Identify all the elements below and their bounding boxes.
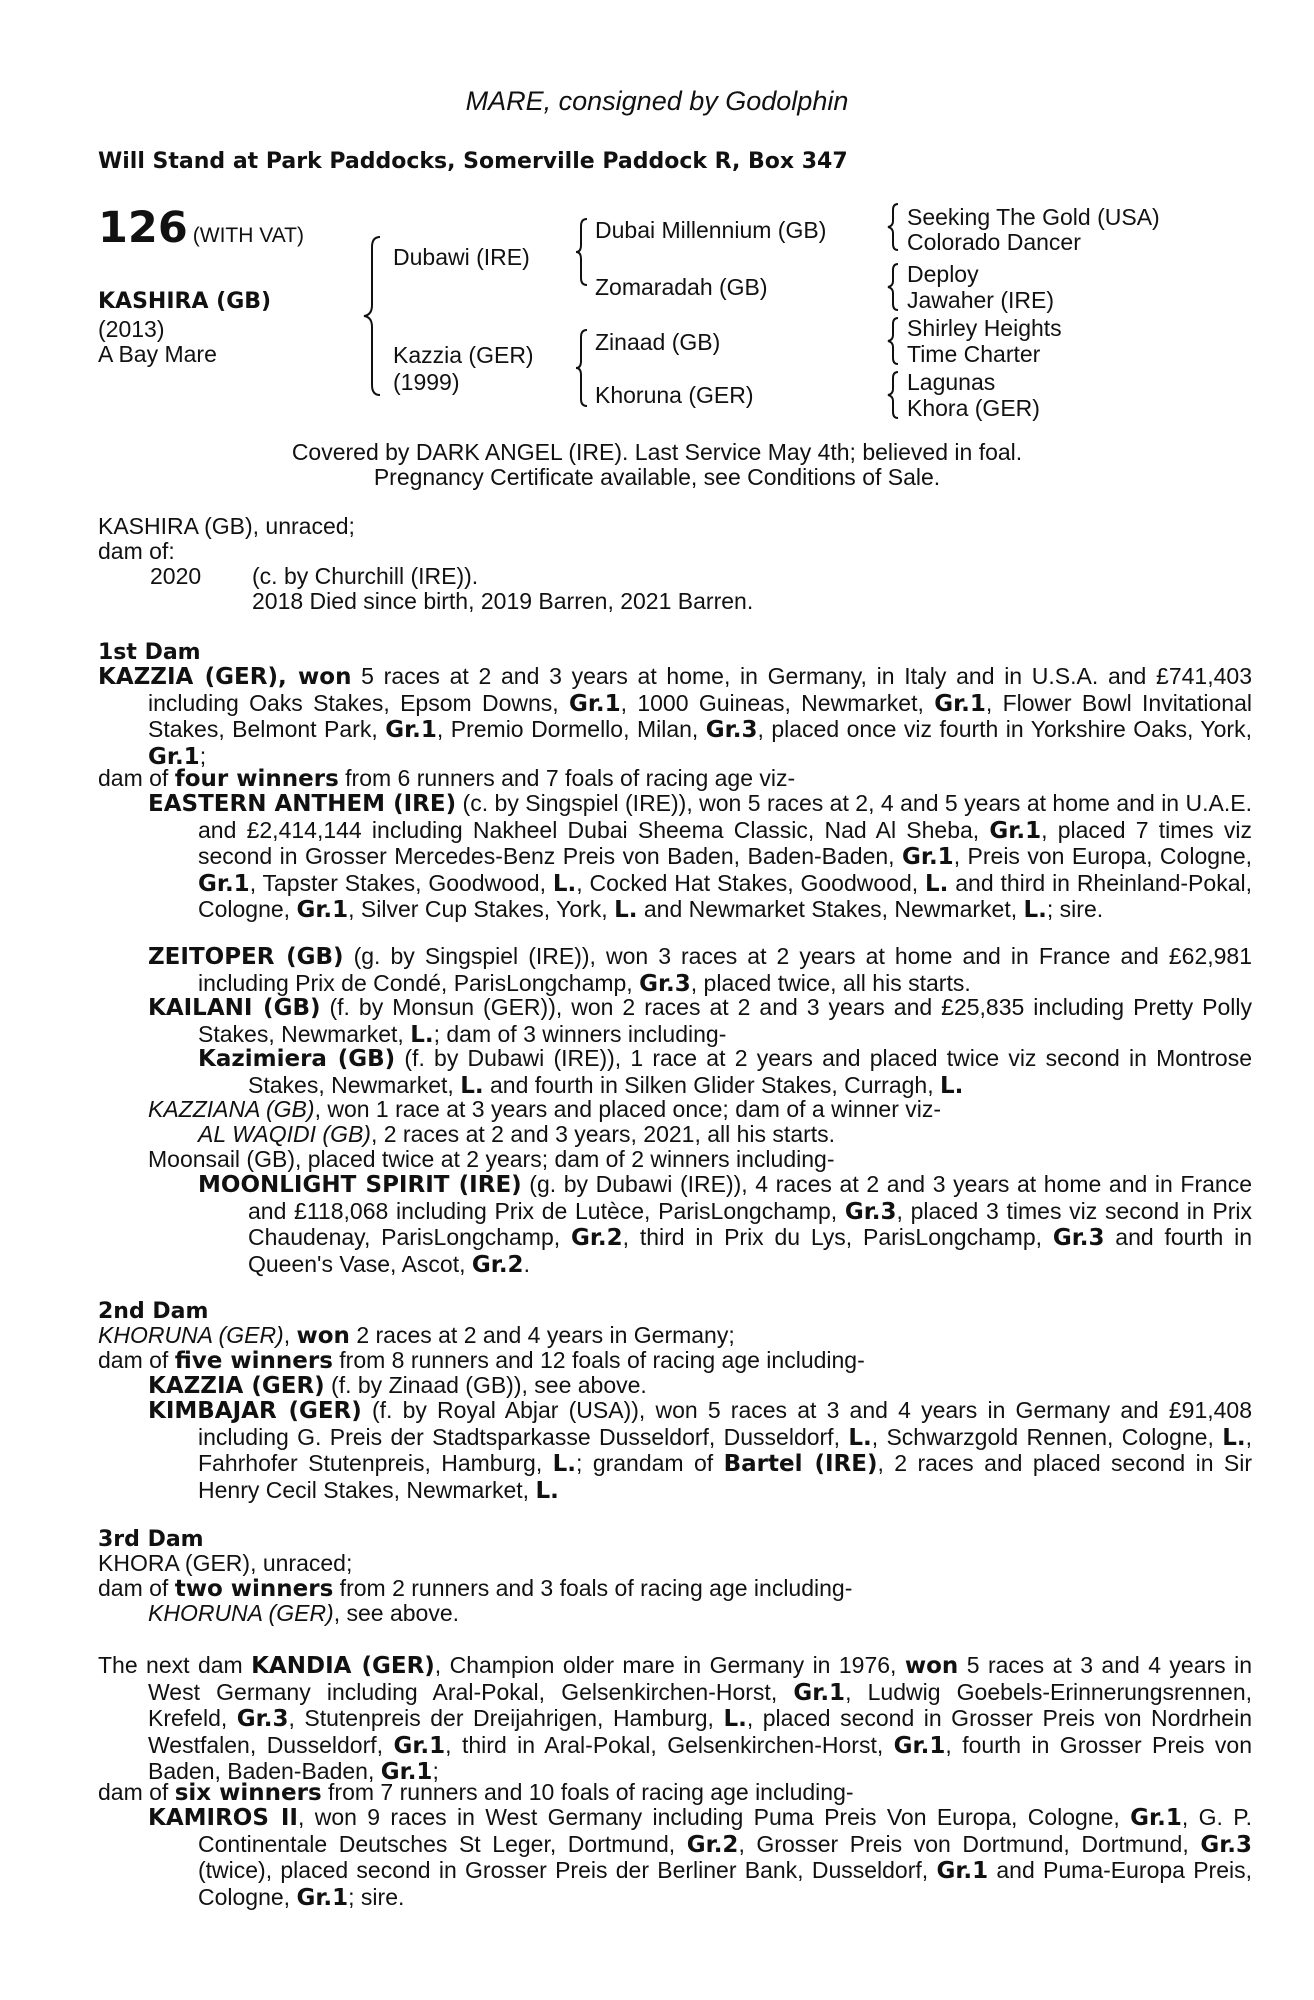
- grade: L.: [723, 1706, 747, 1733]
- text: , Ludwig Goebels-Erinnerungsrennen, Krefeld,: [148, 1678, 1253, 1732]
- pedigree-sire-dam: Zomaradah (GB): [595, 274, 768, 300]
- text: 5 races at 3 and 4 years in West Germany including Aral-Pokal, Gelsenkirchen-Horst,: [148, 1652, 1252, 1705]
- text: ; grandam of: [576, 1450, 724, 1477]
- pedigree-dam-sire: Zinaad (GB): [595, 329, 721, 355]
- horse-name: KAZZIA (GER): [148, 1373, 325, 1399]
- next-dam-produce-summary: [98, 1780, 854, 1806]
- horse-name: MOONLIGHT SPIRIT (IRE): [198, 1172, 522, 1198]
- text: ; sire.: [348, 1883, 405, 1910]
- produce-kazzia: [148, 1373, 647, 1399]
- produce-year: 2020: [150, 563, 202, 589]
- horse-name: KASHIRA (GB): [98, 289, 272, 314]
- text: , G. P. Continentale Deutsches St Leger, Dortmund,: [198, 1804, 1252, 1857]
- text: from 8 runners and 12 foals of racing age including-: [332, 1347, 865, 1373]
- covering-line-1: Covered by DARK ANGEL (IRE). Last Service May 4th; believed in foal.: [291, 439, 1023, 465]
- text: , 2 races at 2 and 3 years, 2021, all his starts.: [370, 1121, 836, 1147]
- grade: Gr.1: [385, 717, 437, 744]
- text: , Cocked Hat Stakes, Goodwood,: [576, 869, 925, 896]
- grade: Gr.1: [1130, 1805, 1182, 1831]
- grade: Gr.2: [570, 1225, 623, 1252]
- text: ;: [199, 742, 207, 769]
- text: , Flower Bowl Invitational Stakes, Belmont Park,: [148, 689, 1252, 743]
- text: ;: [432, 1758, 439, 1785]
- horse-name: KAZZIA (GER): [98, 664, 278, 690]
- pedigree-g3: Deploy: [907, 261, 979, 287]
- text: dam of: [98, 765, 175, 791]
- grade: Gr.1: [296, 897, 349, 924]
- horse-name: KAZZIANA (GB): [148, 1096, 315, 1122]
- vat-note: (WITH VAT): [192, 224, 304, 247]
- horse-description: A Bay Mare: [98, 341, 217, 367]
- pedigree-g4: Jawaher (IRE): [907, 287, 1054, 313]
- pedigree-g1: Seeking The Gold (USA): [907, 204, 1160, 230]
- grade: Gr.3: [705, 717, 758, 744]
- grade: L.: [410, 1021, 434, 1048]
- text: from 6 runners and 7 foals of racing age viz-: [338, 765, 796, 791]
- text: , Preis von Europa, Cologne,: [953, 843, 1252, 870]
- next-dam-entry: [98, 1653, 1252, 1786]
- text: , won 9 races in West Germany including Puma Preis Von Europa, Cologne,: [297, 1804, 1131, 1830]
- text: ; dam of 3 winners including-: [433, 1020, 727, 1047]
- first-dam-produce-summary: [98, 766, 795, 792]
- grade: L.: [460, 1072, 484, 1099]
- text: , Tapster Stakes, Goodwood,: [249, 869, 553, 896]
- winner-count: four winners: [174, 766, 339, 792]
- text: , third in Prix du Lys, ParisLongchamp,: [622, 1224, 1053, 1251]
- text: (twice), placed second in Grosser Preis der Berliner Bank, Dusseldorf,: [198, 1857, 937, 1884]
- text: , Champion older mare in Germany in 1976,: [434, 1652, 905, 1678]
- text: , placed second in Grosser Preis von Nordrhein Westfalen, Dusseldorf,: [148, 1705, 1253, 1758]
- page-title: MARE, consigned by Godolphin: [465, 86, 849, 116]
- text: .: [523, 1250, 530, 1277]
- pedigree-brace-g2: [884, 262, 904, 312]
- grade: Gr.3: [236, 1706, 289, 1733]
- text: ; sire.: [1046, 896, 1104, 923]
- text: , third in Aral-Pokal, Gelsenkirchen-Horst,: [445, 1731, 894, 1758]
- grade: L.: [1222, 1424, 1246, 1451]
- text: , see above.: [333, 1600, 460, 1626]
- produce-kamiros: [148, 1805, 1252, 1911]
- horse-name: ZEITOPER (GB): [148, 944, 344, 970]
- pedigree-dam: Kazzia (GER): [393, 342, 534, 368]
- text: (f. by Royal Abjar (USA)), won 5 races at 3 and 4 years in Germany and £91,408 including G. Preis der Stadtsparkasse Dusseldorf, Dusseldorf,: [198, 1397, 1253, 1450]
- second-dam-heading: 2nd Dam: [98, 1299, 209, 1324]
- grade: Gr.1: [380, 1759, 433, 1786]
- grade: L.: [925, 870, 949, 897]
- grade: Gr.3: [844, 1198, 897, 1225]
- produce-notes: 2018 Died since birth, 2019 Barren, 2021 Barren.: [252, 588, 754, 614]
- first-dam-heading: 1st Dam: [98, 640, 201, 665]
- text: dam of: [98, 1575, 175, 1601]
- pedigree-brace-sire: [573, 217, 593, 287]
- third-dam-produce-summary: [98, 1576, 852, 1602]
- text: , placed 7 times viz second in Grosser Mercedes-Benz Preis von Baden, Baden-Baden,: [198, 816, 1252, 870]
- pedigree-brace-dam: [573, 328, 593, 408]
- grade: Gr.2: [686, 1831, 739, 1858]
- produce-entry: (c. by Churchill (IRE)).: [252, 563, 479, 589]
- text: and Puma-Europa Preis, Cologne,: [198, 1857, 1252, 1910]
- pedigree-g8: Khora (GER): [907, 395, 1040, 421]
- text: , Grosser Preis von Dortmund, Dortmund,: [738, 1830, 1201, 1857]
- text: (f. by Zinaad (GB)), see above.: [324, 1372, 647, 1398]
- second-dam-produce-summary: [98, 1348, 865, 1374]
- third-dam-entry: KHORA (GER), unraced;: [98, 1550, 353, 1576]
- grade: Gr.1: [793, 1679, 846, 1706]
- grade: L.: [940, 1072, 964, 1099]
- grade: Gr.1: [198, 870, 250, 897]
- pedigree-sire: Dubawi (IRE): [393, 244, 530, 270]
- grade: Gr.1: [936, 1858, 989, 1885]
- location-line: Will Stand at Park Paddocks, Somerville Paddock R, Box 347: [98, 149, 848, 174]
- text: , placed once viz fourth in Yorkshire Oaks, York,: [757, 716, 1252, 743]
- grade: Gr.2: [471, 1251, 524, 1278]
- text: , placed twice, all his starts.: [690, 969, 971, 996]
- text: , Premio Dormello, Milan,: [436, 716, 706, 743]
- grade: L.: [1023, 897, 1047, 924]
- horse-name: KHORUNA (GER): [148, 1600, 334, 1626]
- pedigree-sire-sire: Dubai Millennium (GB): [595, 217, 827, 243]
- grade: Gr.1: [568, 690, 621, 717]
- grade: Gr.3: [1052, 1225, 1105, 1252]
- text: and fourth in Queen's Vase, Ascot,: [248, 1224, 1253, 1277]
- text: from 7 runners and 10 foals of racing age including-: [321, 1779, 854, 1805]
- pedigree-brace-g1: [884, 202, 904, 252]
- text: , 2 races and placed second in Sir Henry Cecil Stakes, Newmarket,: [198, 1450, 1252, 1503]
- produce-kimbajar: [148, 1398, 1252, 1504]
- text: Moonsail (GB), placed twice at 2 years; dam of 2 winners including-: [148, 1146, 835, 1172]
- text: (g. by Singspiel (IRE)), won 3 races at 2 years at home and in France and £62,981 including Prix de Condé, ParisLongchamp,: [198, 943, 1252, 996]
- grade: Gr.1: [989, 817, 1042, 844]
- third-dam-heading: 3rd Dam: [98, 1527, 204, 1552]
- produce-kazziana: [148, 1097, 941, 1122]
- horse-name: Kazimiera (GB): [198, 1046, 396, 1072]
- second-dam-entry: [98, 1323, 735, 1349]
- won-label: won: [904, 1653, 959, 1679]
- winner-count: two winners: [174, 1576, 334, 1602]
- winner-count: six winners: [174, 1780, 322, 1806]
- text: , won 1 race at 3 years and placed once; dam of a winner viz-: [314, 1096, 942, 1122]
- pedigree-brace-g3: [884, 316, 904, 366]
- winner-count: five winners: [174, 1348, 333, 1374]
- pedigree-g5: Shirley Heights: [907, 315, 1062, 341]
- horse-name: KAILANI (GB): [148, 995, 321, 1021]
- horse-name: AL WAQIDI (GB): [198, 1121, 371, 1147]
- text: (c. by Singspiel (IRE)), won 5 races at 2, 4 and 5 years at home and in U.A.E. and £2,414,144 including Nakheel Dubai Sheema Classic, Nad Al Sheba,: [198, 790, 1252, 843]
- won-label: , won: [277, 664, 352, 690]
- horse-name: KANDIA (GER): [251, 1653, 435, 1679]
- grade: Gr.1: [893, 1732, 946, 1759]
- text: , placed 3 times viz second in Prix Chaudenay, ParisLongchamp,: [248, 1197, 1252, 1251]
- grade: L.: [848, 1424, 872, 1451]
- lot-number-row: [98, 205, 304, 251]
- produce-khoruna: [148, 1601, 459, 1626]
- horse-name: Bartel (IRE): [723, 1451, 878, 1478]
- produce-zeitoper: [148, 944, 1252, 997]
- text: and Newmarket Stakes, Newmarket,: [637, 896, 1024, 923]
- record-line-1: KASHIRA (GB), unraced;: [98, 513, 355, 539]
- horse-name: KIMBAJAR (GER): [148, 1398, 362, 1424]
- text: dam of: [98, 1347, 175, 1373]
- pedigree-dam-dam: Khoruna (GER): [595, 382, 754, 408]
- produce-moonlight-spirit: [198, 1172, 1252, 1278]
- horse-name: EASTERN ANTHEM (IRE): [148, 791, 457, 817]
- text: (f. by Dubawi (IRE)), 1 race at 2 years and placed twice viz second in Montrose Stakes, Newmarket,: [248, 1045, 1252, 1098]
- text: (g. by Dubawi (IRE)), 4 races at 2 and 3 years at home and in France and £118,068 including Prix de Lutèce, ParisLongchamp,: [248, 1171, 1252, 1224]
- grade: Gr.1: [148, 743, 200, 770]
- grade: Gr.3: [1200, 1831, 1252, 1858]
- pedigree-dam-year: (1999): [393, 369, 460, 395]
- grade: L.: [535, 1477, 559, 1504]
- grade: L.: [614, 897, 638, 924]
- pedigree-g6: Time Charter: [907, 341, 1041, 367]
- text: from 2 runners and 3 foals of racing age including-: [333, 1575, 853, 1601]
- text: ,: [283, 1322, 297, 1348]
- pedigree-g7: Lagunas: [907, 369, 996, 395]
- text: , 1000 Guineas, Newmarket,: [620, 689, 935, 716]
- text: 2 races at 2 and 4 years in Germany;: [349, 1322, 735, 1348]
- produce-eastern-anthem: [148, 791, 1252, 924]
- pedigree-g2: Colorado Dancer: [907, 229, 1081, 255]
- text: The next dam: [98, 1652, 252, 1678]
- text: and fourth in Silken Glider Stakes, Curragh,: [483, 1071, 940, 1098]
- produce-al-waqidi: [198, 1122, 835, 1147]
- record-line-2: dam of:: [98, 538, 175, 564]
- horse-name: KHORUNA (GER): [98, 1322, 284, 1348]
- horse-year: (2013): [98, 316, 165, 342]
- text: , Silver Cup Stakes, York,: [348, 896, 615, 923]
- pedigree-brace-main: [360, 235, 390, 397]
- first-dam-entry: [98, 664, 1252, 770]
- produce-moonsail: [148, 1147, 834, 1172]
- grade: L.: [552, 1451, 577, 1478]
- lot-number: 126: [98, 203, 188, 253]
- grade: L.: [552, 870, 577, 897]
- grade: Gr.1: [393, 1732, 446, 1759]
- produce-kazimiera: [198, 1046, 1252, 1099]
- text: dam of: [98, 1779, 175, 1805]
- text: and third in Rheinland-Pokal, Cologne,: [198, 869, 1252, 923]
- covering-line-2: Pregnancy Certificate available, see Conditions of Sale.: [373, 464, 941, 490]
- text: , Fahrhofer Stutenpreis, Hamburg,: [198, 1423, 1253, 1477]
- grade: Gr.1: [934, 690, 986, 717]
- text: , fourth in Grosser Preis von Baden, Baden-Baden,: [148, 1731, 1252, 1785]
- produce-kailani: [148, 995, 1252, 1048]
- text: , Stutenpreis der Dreijahrigen, Hamburg,: [288, 1705, 724, 1732]
- grade: Gr.1: [902, 844, 954, 871]
- text: , Schwarzgold Rennen, Cologne,: [871, 1423, 1223, 1450]
- pedigree-brace-g4: [884, 370, 904, 420]
- won-label: won: [296, 1323, 350, 1349]
- text: 5 races at 2 and 3 years at home, in Germany, in Italy and in U.S.A. and £741,403 including Oaks Stakes, Epsom Downs,: [148, 663, 1252, 716]
- horse-name: KAMIROS II: [148, 1805, 298, 1831]
- text: (f. by Monsun (GER)), won 2 races at 2 and 3 years and £25,835 including Pretty Polly Stakes, Newmarket,: [198, 994, 1253, 1047]
- grade: Gr.3: [639, 970, 691, 997]
- grade: Gr.1: [296, 1884, 349, 1911]
